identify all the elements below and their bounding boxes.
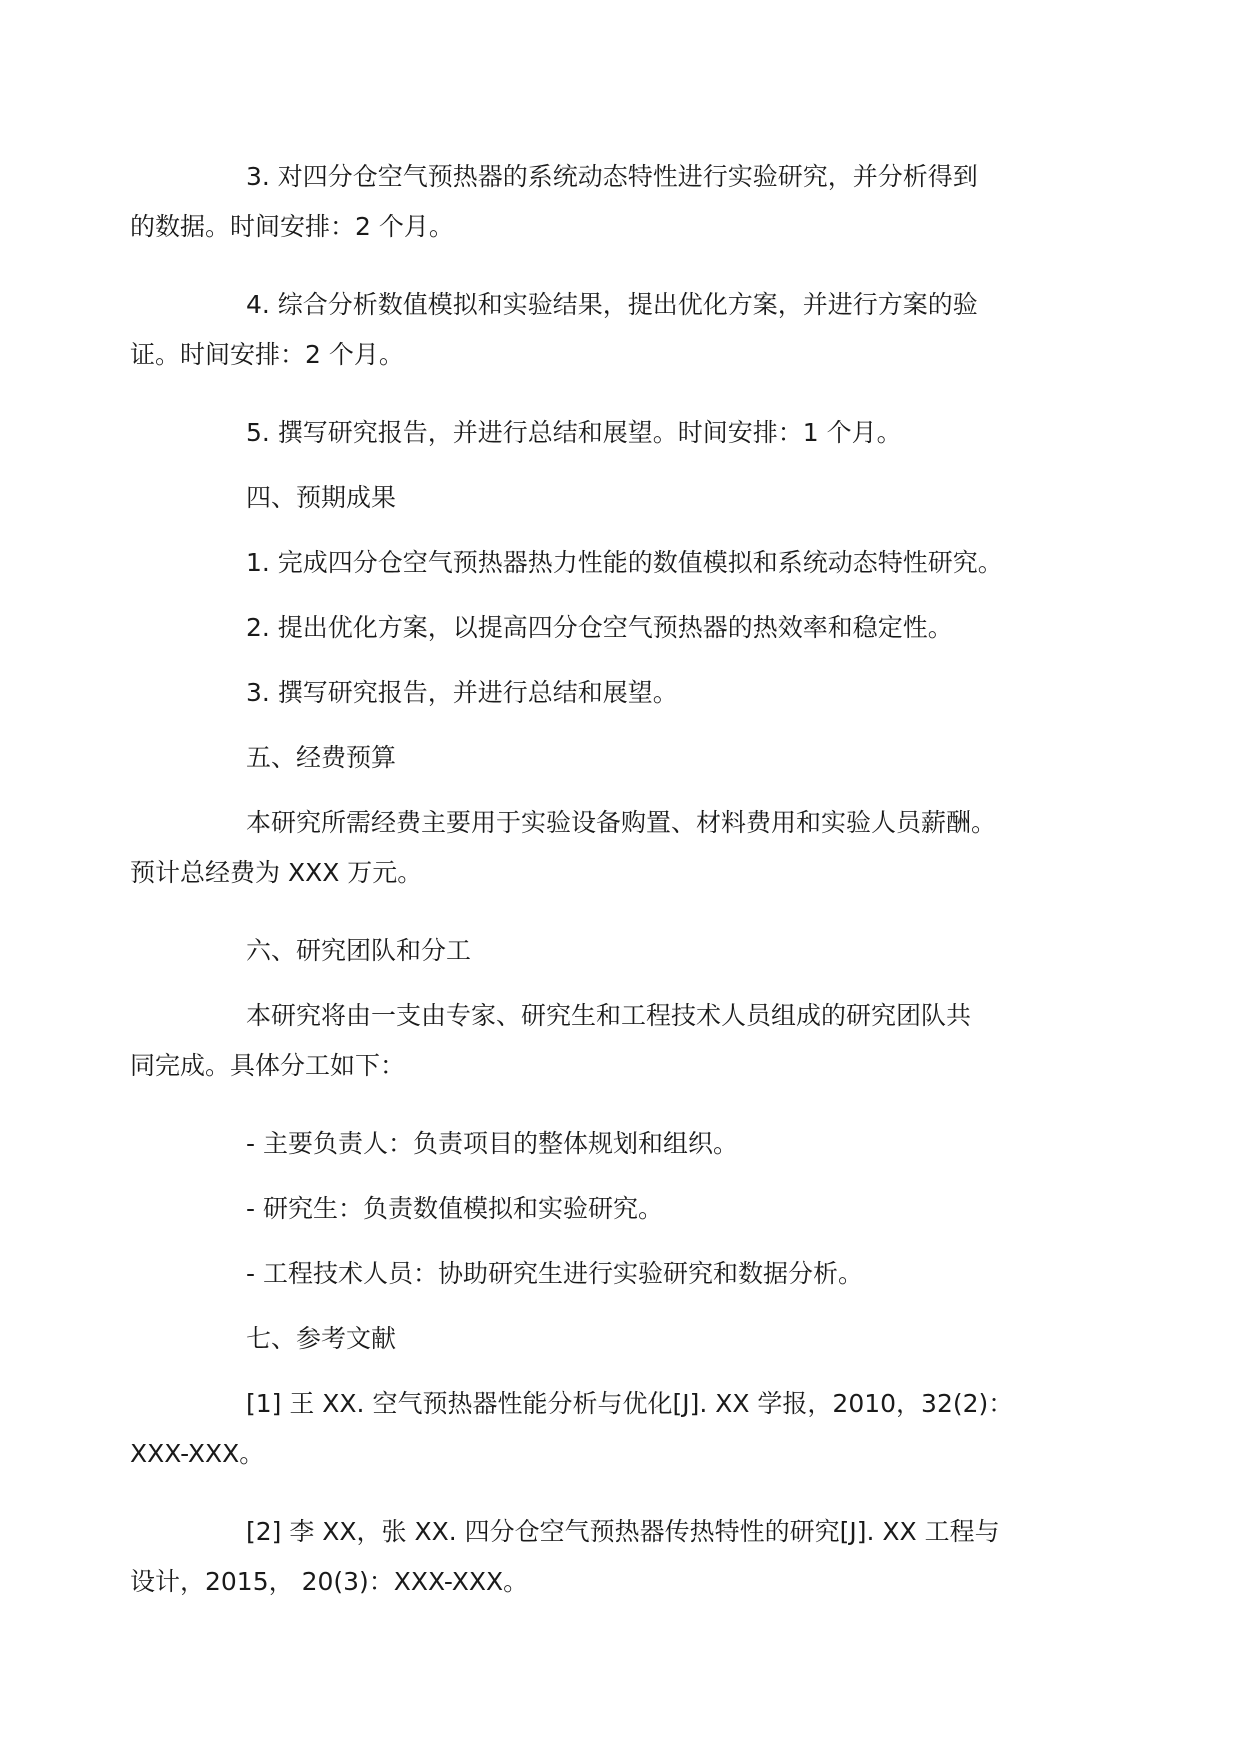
paragraph-plan-step-5: [188, 408, 1068, 458]
paragraph-result-1: [188, 538, 1068, 588]
list-item: - 主要负责人：负责项目的整体规划和组织。: [246, 1129, 738, 1158]
section-heading: 七、参考文献: [246, 1324, 397, 1353]
paragraph-team: [130, 991, 1068, 1091]
heading-budget: [188, 733, 1068, 783]
paragraph-line: 3. 对四分仓空气预热器的系统动态特性进行实验研究，并分析得到: [246, 162, 978, 191]
heading-references: [188, 1314, 1068, 1364]
paragraph-line: 本研究所需经费主要用于实验设备购置、材料费用和实验人员薪酬。: [246, 808, 997, 837]
heading-expected-results: [188, 473, 1068, 523]
reference-2: [130, 1507, 1068, 1607]
paragraph-line: 1. 完成四分仓空气预热器热力性能的数值模拟和系统动态特性研究。: [246, 548, 1003, 577]
heading-team: [188, 926, 1068, 976]
paragraph-result-2: [188, 603, 1068, 653]
section-heading: 四、预期成果: [246, 483, 397, 512]
paragraph-line: 本研究将由一支由专家、研究生和工程技术人员组成的研究团队共: [246, 1001, 972, 1030]
paragraph-line: [1] 王 XX. 空气预热器性能分析与优化[J]. XX 学报，2010，32(2)：: [246, 1389, 1014, 1418]
paragraph-line: XXX-XXX。: [130, 1439, 265, 1468]
section-heading: 五、经费预算: [246, 743, 397, 772]
paragraph-line: 4. 综合分析数值模拟和实验结果，提出优化方案，并进行方案的验: [246, 290, 978, 319]
paragraph-line: 3. 撰写研究报告，并进行总结和展望。: [246, 678, 678, 707]
reference-1: [130, 1379, 1068, 1479]
list-item-engineers: [188, 1249, 1068, 1299]
paragraph-line: [2] 李 XX，张 XX. 四分仓空气预热器传热特性的研究[J]. XX 工程与: [246, 1517, 1000, 1546]
paragraph-line: 预计总经费为 XXX 万元。: [130, 858, 423, 887]
paragraph-plan-step-4: [130, 280, 1068, 380]
paragraph-result-3: [188, 668, 1068, 718]
document-body: [130, 152, 1068, 1635]
paragraph-plan-step-3: [130, 152, 1068, 252]
paragraph-budget: [130, 798, 1068, 898]
list-item: - 工程技术人员：协助研究生进行实验研究和数据分析。: [246, 1259, 863, 1288]
list-item: - 研究生：负责数值模拟和实验研究。: [246, 1194, 663, 1223]
paragraph-line: 5. 撰写研究报告，并进行总结和展望。时间安排：1 个月。: [246, 418, 902, 447]
list-item-lead: [188, 1119, 1068, 1169]
paragraph-line: 同完成。具体分工如下：: [130, 1051, 406, 1080]
paragraph-line: 设计，2015， 20(3)：XXX-XXX。: [130, 1567, 529, 1596]
paragraph-line: 2. 提出优化方案，以提高四分仓空气预热器的热效率和稳定性。: [246, 613, 953, 642]
paragraph-line: 证。时间安排：2 个月。: [130, 340, 404, 369]
paragraph-line: 的数据。时间安排：2 个月。: [130, 212, 454, 241]
list-item-students: [188, 1184, 1068, 1234]
section-heading: 六、研究团队和分工: [246, 936, 472, 965]
